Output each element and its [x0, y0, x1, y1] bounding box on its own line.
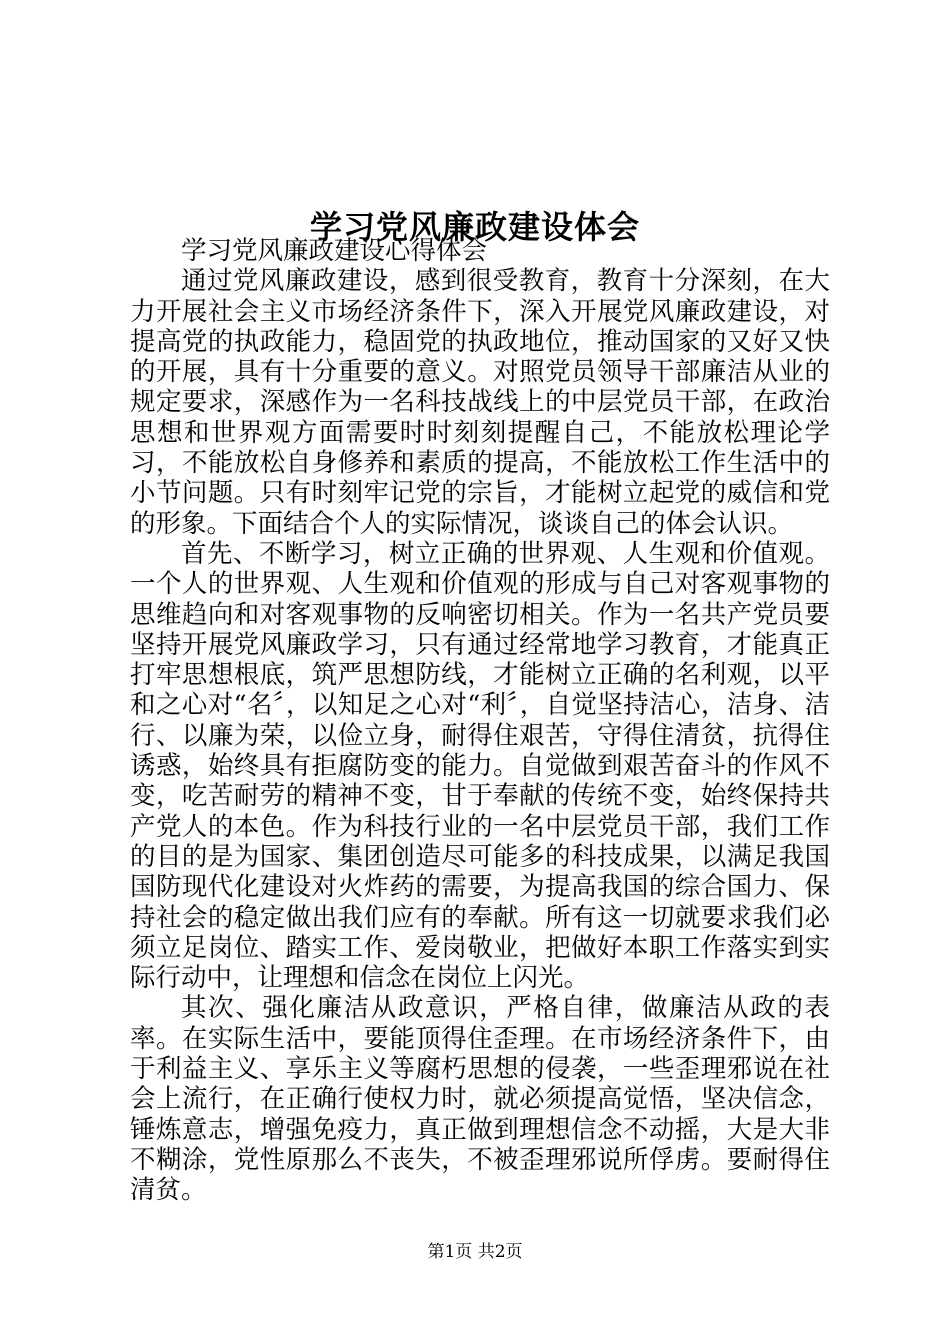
subtitle-paragraph: 学习党风廉政建设心得体会	[181, 236, 488, 266]
first-point-paragraph: 首先、不断学习，树立正确的世界观、人生观和价值观。一个人的世界观、人生观和价值观的形成与自己对客观事物的思维趋向和对客观事物的反响密切相关。作为一名共产党员要坚持开展党风廉政学习，只有通过经常地学习教育，才能真正打牢思想根底，筑严思想防线，才能树立正确的名利观，以平和之心对“名〞，以知足之心对“利〞，自觉坚持洁心，洁身、洁行、以廉为荣，以俭立身，耐得住艰苦，守得住清贫，抗得住诱惑，始终具有拒腐防变的能力。自觉做到艰苦奋斗的作风不变，吃苦耐劳的精神不变，甘于奉献的传统不变，始终保持共产党人的本色。作为科技行业的一名中层党员干部，我们工作的目的是为国家、集团创造尽可能多的科技成果，以满足我国国防现代化建设对火炸药的需要，为提高我国的综合国力、保持社会的稳定做出我们应有的奉献。所有这一切就要求我们必须立足岗位、踏实工作、爱岗敬业，把做好本职工作落实到实际行动中，让理想和信念在岗位上闪光。	[130, 538, 830, 994]
page-number-footer: 第1页 共2页	[427, 1242, 523, 1262]
document-title: 学习党风廉政建设体会	[309, 208, 640, 247]
intro-paragraph: 通过党风廉政建设，感到很受教育，教育十分深刻，在大力开展社会主义市场经济条件下，深入开展党风廉政建设，对提高党的执政能力，稳固党的执政地位，推动国家的又好又快的开展，具有十分重要的意义。对照党员领导干部廉洁从业的规定要求，深感作为一名科技战线上的中层党员干部，在政治思想和世界观方面需要时时刻刻提醒自己，不能放松理论学习，不能放松自身修养和素质的提高，不能放松工作生活中的小节问题。只有时刻牢记党的宗旨，才能树立起党的威信和党的形象。下面结合个人的实际情况，谈谈自己的体会认识。	[130, 266, 830, 539]
document-body	[130, 236, 830, 1206]
second-point-paragraph: 其次、强化廉洁从政意识，严格自律，做廉洁从政的表率。在实际生活中，要能顶得住歪理。在市场经济条件下，由于利益主义、享乐主义等腐朽思想的侵袭，一些歪理邪说在社会上流行，在正确行使权力时，就必须提高觉悟，坚决信念，锤炼意志，增强免疫力，真正做到理想信念不动摇，大是大非不糊涂，党性原那么不丧失，不被歪理邪说所俘虏。要耐得住清贫。	[130, 993, 830, 1206]
